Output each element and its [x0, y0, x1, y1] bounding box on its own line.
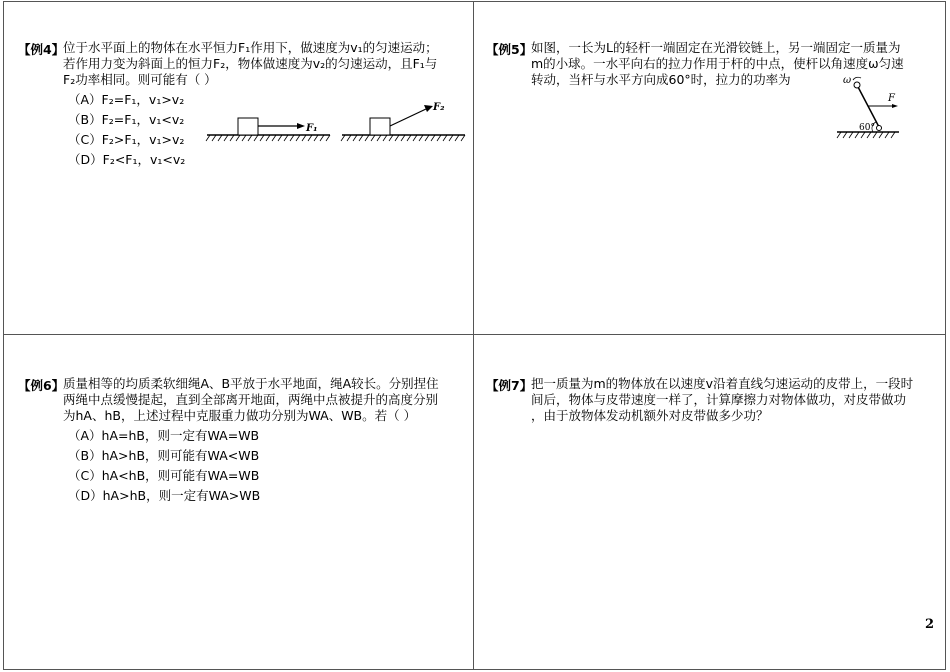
example-6-option-d: （D）hA>hB，则一定有WA>WB [68, 488, 261, 503]
figure-horizontal-force [205, 110, 335, 145]
example-7-line-3: ，由于放物体发动机额外对皮带做多少功？ [531, 408, 769, 423]
example-6-option-b: （B）hA>hB，则可能有WA<WB [68, 448, 260, 463]
example-6-option-c: （C）hA<hB，则可能有WA=WB [68, 468, 260, 483]
example-4-label: 【例4】 [18, 42, 65, 57]
hinge [877, 126, 882, 131]
ball [854, 82, 860, 88]
example-5-line-1: 如图，一长为L的轻杆一端固定在光滑铰链上，另一端固定一质量为 [531, 40, 901, 55]
example-4-line-3: F₂功率相同。则可能有（ ） [63, 72, 217, 87]
example-6-line-3: 为hA、hB，上述过程中克服重力做功分别为WA、WB。若（ ） [63, 408, 417, 423]
figure-label-f1: F₁ [306, 123, 318, 134]
example-4-option-b: （B）F₂=F₁，v₁<v₂ [68, 112, 185, 127]
example-7-label: 【例7】 [486, 378, 533, 393]
page-number: 2 [925, 617, 935, 632]
arrow-f [892, 104, 898, 108]
figure-inclined-force [340, 98, 470, 145]
example-4-line-1: 位于水平面上的物体在水平恒力F₁作用下，做速度为v₁的匀速运动； [63, 40, 438, 55]
example-4-option-d: （D）F₂<F₁，v₁<v₂ [68, 152, 186, 167]
example-4-option-c: （C）F₂>F₁，v₁>v₂ [68, 132, 185, 147]
figure-label-omega: ω [843, 75, 852, 86]
arrow-f2 [424, 105, 433, 112]
example-4-line-2: 若作用力变为斜面上的恒力F₂，物体做速度为v₂的匀速运动，且F₁与 [63, 56, 438, 71]
example-4-option-a: （A）F₂=F₁，v₁>v₂ [68, 92, 185, 107]
example-5-label: 【例5】 [486, 42, 533, 57]
example-6-line-2: 两绳中点缓慢提起，直到全部离开地面，两绳中点被提升的高度分别 [63, 392, 439, 407]
example-7-line-2: 间后，物体与皮带速度一样了，计算摩擦力对物体做功，对皮带做功 [531, 392, 907, 407]
example-5-line-2: m的小球。一水平向右的拉力作用于杆的中点，使杆以角速度ω匀速 [531, 56, 904, 71]
example-6-line-1: 质量相等的均质柔软细绳A、B平放于水平地面，绳A较长。分别捏住 [63, 376, 439, 391]
arrow-f1 [297, 123, 305, 129]
block-2 [370, 118, 390, 135]
figure-label-angle: 60° [859, 123, 875, 133]
example-6-label: 【例6】 [18, 378, 65, 393]
figure-label-f: F [888, 93, 895, 104]
figure-rod-hinge [835, 74, 905, 142]
example-7-line-1: 把一质量为m的物体放在以速度v沿着直线匀速运动的皮带上，一段时 [531, 376, 914, 391]
example-6-option-a: （A）hA=hB，则一定有WA=WB [68, 428, 260, 443]
figure-label-f2: F₂ [433, 102, 445, 113]
block-1 [238, 118, 258, 135]
example-5-line-3: 转动，当杆与水平方向成60°时，拉力的功率为 [531, 72, 791, 87]
